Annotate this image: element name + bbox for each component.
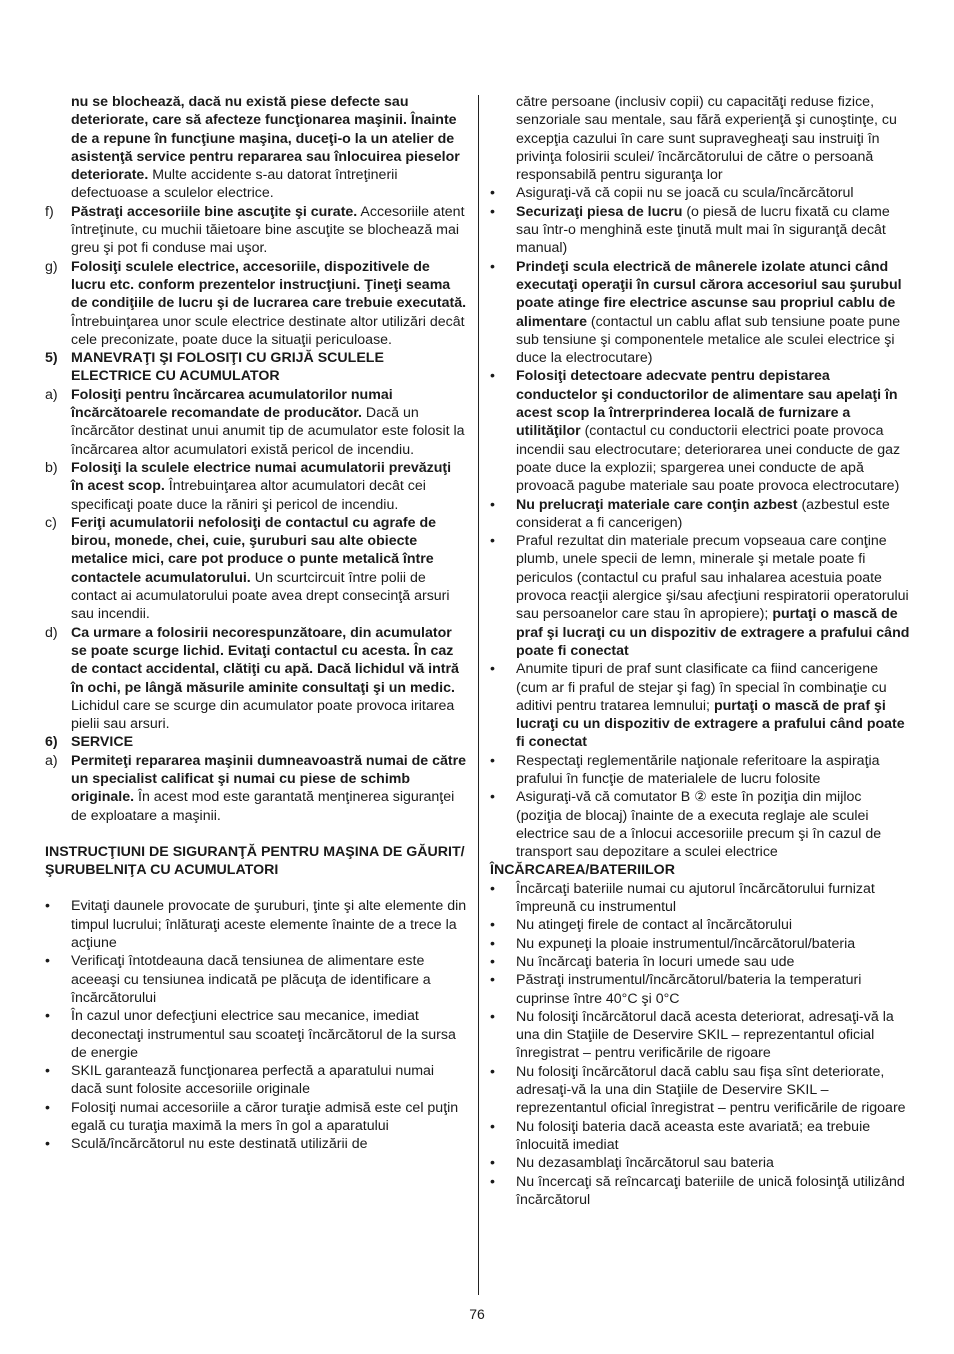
heading-text: ÎNCĂRCAREA/BATERIILOR bbox=[490, 862, 675, 879]
body-text: (o piesă de lucru fixată cu clame sau într-o menghină este ţinută mult mai în siguranţă decât manual) bbox=[516, 203, 890, 257]
bullet-mark: • bbox=[490, 203, 495, 220]
list-item bbox=[45, 897, 467, 952]
list-item bbox=[490, 1063, 910, 1118]
body-text: (contactul cu conductorii electrici poate provoca incendii sau electrocutare; deteriorarea unei conducte de gaz poate duce la explozii; spargerea unei conducte de apă provoacă pagube materiale sau poate provoca electrocutare) bbox=[516, 423, 901, 495]
section-5-title bbox=[45, 349, 467, 386]
item-marker: g) bbox=[45, 258, 58, 275]
item-marker: a) bbox=[45, 386, 58, 403]
list-item bbox=[490, 1154, 910, 1172]
bold-text: Păstraţi accesoriile bine ascuţite şi curate. bbox=[71, 203, 358, 220]
bold-text: Folosiţi sculele electrice, accesoriile, dispozitivele de lucru etc. conform prezentelor instrucţiuni. Ţineţi seama de condiţiile de lucru şi de lucrarea care trebuie executată. bbox=[71, 258, 467, 312]
bold-text: Permiteţi repararea maşinii dumneavoastră numai de către un specialist calificat şi numai cu piese de schimb originale. bbox=[71, 752, 467, 806]
bullet-mark: • bbox=[490, 1155, 495, 1172]
body-text: În acest mod este garantată menţinerea siguranţei de exploatare a maşinii. bbox=[71, 789, 455, 824]
bold-text: purtaţi o mască de praf şi lucraţi cu un dispozitiv de extragere a prafului când poate fi conectat bbox=[516, 606, 910, 659]
list-item bbox=[490, 935, 910, 953]
body-text: Încărcaţi bateriile numai cu ajutorul încărcătorului furnizat împreună cu instrumentul bbox=[516, 880, 875, 916]
body-text: (contactul un cablu aflat sub tensiune poate pune sub tensiune şi componentele metalice ale sculei electrice şi duce la electrocutare) bbox=[516, 313, 901, 367]
list-item bbox=[45, 1062, 467, 1099]
bullet-mark: • bbox=[490, 185, 495, 202]
item-marker: f) bbox=[45, 203, 54, 220]
section-heading bbox=[45, 843, 467, 880]
list-item bbox=[490, 971, 910, 1008]
bullet-mark: • bbox=[490, 1063, 495, 1080]
body-text: Lichidul care se scurge din acumulator poate provoca iritarea pielii sau arsuri. bbox=[71, 697, 455, 733]
item-marker: c) bbox=[45, 514, 57, 531]
body-text: Asiguraţi-vă că comutator B ② este în poziţia din mijloc (poziţia de blocaj) înainte de a executa reglaje ale sculei electrice sau de a înlocui accesoriile precum şi în cazul de transport sau depozitare a sculei electrice bbox=[516, 789, 882, 861]
body-text: Întrebuinţarea unor scule electrice destinate altor utilizări decât cele preconizate, poate duce la situaţii periculoase. bbox=[71, 313, 465, 348]
body-text: Verificaţi întotdeauna dacă tensiunea de alimentare este aceeaşi cu tensiunea indicată pe plăcuţa de identificare a încărcătorului bbox=[71, 953, 431, 1006]
body-text: Nu atingeţi firele de contact al încărcătorului bbox=[516, 917, 793, 934]
body-text: Nu folosiţi încărcătorul dacă acesta deteriorat, adresaţi-vă la una din Staţiile de Deservire SKIL – reprezentantul oficial înregistrat – pentru verificările de rigoare bbox=[516, 1008, 894, 1062]
body-text: Sculă/încărcătorul nu este destinată utilizării de bbox=[71, 1136, 368, 1153]
bold-text: Feriţi acumulatorii nefolosiţi de contactul cu agrafe de birou, monede, chei, cuie, şuruburi sau alte obiecte metalice mici, care pot produce o punte metalică între contactele acumulatorului. bbox=[71, 514, 437, 586]
continued-paragraph bbox=[45, 93, 467, 203]
bold-text: Securizaţi piesa de lucru bbox=[516, 203, 683, 220]
list-item bbox=[490, 1173, 910, 1210]
left-column bbox=[45, 93, 467, 1154]
bold-text: purtaţi o mască de praf şi lucraţi cu un dispozitiv de extragere a prafului când poate fi conectat bbox=[516, 697, 905, 751]
bullet-mark: • bbox=[490, 1173, 495, 1190]
list-item bbox=[490, 752, 910, 789]
item-5b bbox=[45, 459, 467, 514]
bold-text: nu se blochează, dacă nu există piese defecte sau deteriorate, care să afecteze funcţionarea maşinii. Înainte de a repune în funcţiune maşina, duceţi-o la un atelier de asistenţă service pentru repararea sau înlocuirea pieselor deteriorate. bbox=[71, 94, 460, 184]
bold-text: Ca urmare a folosirii necorespunzătoare, din acumulator se poate scurge lichid. Evitaţi contactul cu acesta. În caz de contact accidental, clătiţi cu apă. Dacă lichidul vă intră în ochi, pe lângă măsurile aminite consultaţi şi un medic. bbox=[71, 624, 459, 696]
body-text: Nu dezasamblaţi încărcătorul sau bateria bbox=[516, 1155, 774, 1172]
bold-text: Nu prelucraţi materiale care conţin azbest bbox=[516, 496, 798, 513]
body-text: Evitaţi daunele provocate de şuruburi, ţinte şi alte elemente din timpul lucrului; înlăturaţi aceste elemente înainte de a trece la acţiune bbox=[71, 898, 467, 952]
bullet-mark: • bbox=[490, 972, 495, 989]
heading-text: INSTRUCŢIUNI DE SIGURANŢĂ PENTRU MAŞINA DE GĂURIT/ŞURUBELNIŢA CU ACUMULATORI bbox=[45, 843, 465, 879]
body-text: Accesoriile atent întreţinute, cu muchii tăietoare bine ascuţite se blochează mai greu şi pot fi conduse mai uşor. bbox=[71, 203, 465, 257]
bullet-mark: • bbox=[490, 258, 495, 275]
item-f bbox=[45, 203, 467, 258]
list-item bbox=[490, 258, 910, 368]
list-item bbox=[45, 952, 467, 1007]
list-item bbox=[490, 184, 910, 202]
continued-paragraph: către persoane (inclusiv copii) cu capacităţi reduse fizice, senzoriale sau mentale, sau fără experienţă şi cunoştinţe, cu excepţia cazului în care sunt supravegheaţi sau instruiţi în privinţa folosirii sculei/ încărcătorului de către o persoană responsabilă pentru siguranţa lor bbox=[516, 94, 897, 184]
bullet-mark: • bbox=[45, 898, 50, 915]
section-number: 6) bbox=[45, 734, 58, 751]
section-title: MANEVRAŢI ŞI FOLOSIŢI CU GRIJĂ SCULELE ELECTRICE CU ACUMULATOR bbox=[71, 350, 384, 385]
body-text: Nu folosiţi bateria dacă aceasta este avariată; ea trebuie înlocuită imediat bbox=[516, 1118, 871, 1153]
right-column bbox=[490, 93, 910, 1209]
item-marker: a) bbox=[45, 752, 58, 769]
list-item bbox=[490, 788, 910, 861]
bullet-mark: • bbox=[490, 533, 495, 550]
item-marker: d) bbox=[45, 624, 58, 641]
body-text: Întrebuinţarea altor acumulatori decât cei specificaţi poate duce la răniri şi pericol de incendiu. bbox=[71, 478, 426, 513]
item-marker: b) bbox=[45, 459, 58, 476]
body-text: Praful rezultat din materiale precum vopseaua care conţine plumb, unele specii de lemn, minerale şi metale poate fi periculos (contactul cu praful sau inhalarea acestuia poate provoca reacţii alergice şi/sau afecţiuni respiratorii operatorului sau persoanelor care stau în apropiere); bbox=[516, 533, 909, 623]
bullet-mark: • bbox=[45, 953, 50, 970]
bullet-mark: • bbox=[490, 935, 495, 952]
bullet-mark: • bbox=[490, 368, 495, 385]
bullet-mark: • bbox=[45, 1099, 50, 1116]
list-item bbox=[490, 953, 910, 971]
body-text: Nu expuneţi la ploaie instrumentul/încărcătorul/bateria bbox=[516, 935, 856, 952]
list-item bbox=[490, 496, 910, 533]
section-heading bbox=[490, 861, 910, 879]
list-item bbox=[45, 1007, 467, 1062]
list-item bbox=[490, 660, 910, 751]
bullet-mark: • bbox=[45, 1008, 50, 1025]
body-text: Dacă un încărcător destinat unui anumit tip de acumulator este folosit la încărcarea altor acumulatori există pericol de incendiu. bbox=[71, 405, 465, 458]
section-title: SERVICE bbox=[71, 734, 134, 751]
list-item bbox=[490, 880, 910, 917]
body-text: (azbestul este considerat a fi cancerigen) bbox=[516, 496, 890, 531]
item-5a bbox=[45, 386, 467, 459]
list-item bbox=[490, 203, 910, 258]
section-number: 5) bbox=[45, 350, 58, 367]
body-text: Respectaţi reglementările naţionale referitoare la aspiraţia prafului în funcţie de materialele de lucru folosite bbox=[516, 752, 880, 787]
list-item bbox=[490, 367, 910, 495]
list-item bbox=[490, 1118, 910, 1155]
page-number: 76 bbox=[469, 1306, 485, 1322]
body-text: Asiguraţi-vă că copii nu se joacă cu scula/încărcătorul bbox=[516, 185, 854, 202]
list-item bbox=[45, 1135, 467, 1153]
body-text: SKIL garantează funcţionarea perfectă a aparatului numai dacă sunt folosite accesoriile originale bbox=[71, 1063, 435, 1098]
bullet-mark: • bbox=[45, 1136, 50, 1153]
bullet-mark: • bbox=[490, 953, 495, 970]
list-item bbox=[490, 532, 910, 660]
bold-text: Prindeţi scula electrică de mânerele izolate atunci când executaţi operaţii în cursul cărora accesoriul sau şurubul poate atinge fire electrice ascunse sau propriul cablu de alimentare bbox=[516, 258, 902, 330]
item-g bbox=[45, 258, 467, 349]
list-item bbox=[490, 1008, 910, 1063]
bullet-mark: • bbox=[45, 1063, 50, 1080]
bullet-mark: • bbox=[490, 917, 495, 934]
body-text: Folosiţi numai accesoriile a căror turaţie admisă este cel puţin egală cu turaţia maximă la mers în gol a aparatului bbox=[71, 1099, 459, 1135]
bold-text: Folosiţi pentru încărcarea acumulatorilor numai încărcătoarele recomandate de producător. bbox=[71, 386, 393, 422]
bullet-mark: • bbox=[490, 789, 495, 806]
bullet-mark: • bbox=[490, 752, 495, 769]
body-text: Nu încărcaţi bateria în locuri umede sau ude bbox=[516, 953, 795, 970]
list-item bbox=[45, 1099, 467, 1136]
item-6a bbox=[45, 752, 467, 825]
body-text: Un scurtcircuit între polii de contact ai acumulatorului poate avea drept consecinţă arsuri sau incendii. bbox=[71, 569, 450, 623]
bullet-mark: • bbox=[490, 661, 495, 678]
item-5d bbox=[45, 624, 467, 734]
bullet-mark: • bbox=[490, 496, 495, 513]
section-6-title bbox=[45, 733, 467, 751]
list-item bbox=[490, 916, 910, 934]
body-text: Multe accidente s-au datorat întreţinerii defectuoase a sculelor electrice. bbox=[71, 167, 398, 202]
body-text: Păstraţi instrumentul/încărcătorul/bateria la temperaturi cuprinse între 40°C şi 0°C bbox=[516, 972, 862, 1007]
body-text: Nu folosiţi încărcătorul dacă cablu sau fişa sînt deteriorate, adresaţi-vă la una din Staţiile de Deservire SKIL – reprezentantul oficial înregistrat – pentru verificările de rigoare bbox=[516, 1063, 906, 1117]
body-text: În cazul unor defecţiuni electrice sau mecanice, imediat deconectaţi instrumentul sau scoateţi încărcătorul de la sursa de energie bbox=[71, 1008, 456, 1061]
bold-text: Folosiţi detectoare adecvate pentru depistarea conductelor şi conductorilor de alimentare sau apelaţi în acest scop la întrerprinderea locală de furnizare a utilităţilor bbox=[516, 368, 898, 440]
item-5c bbox=[45, 514, 467, 624]
bullet-mark: • bbox=[490, 1008, 495, 1025]
column-divider bbox=[478, 95, 479, 1295]
body-text: Nu încercaţi să reîncarcaţi bateriile de unică folosinţă utilizând încărcătorul bbox=[516, 1173, 905, 1208]
bullet-mark: • bbox=[490, 1118, 495, 1135]
bullet-mark: • bbox=[490, 880, 495, 897]
bold-text: Folosiţi la sculele electrice numai acumulatorii prevăzuţi în acest scop. bbox=[71, 459, 452, 495]
body-text: Anumite tipuri de praf sunt clasificate ca fiind cancerigene (cum ar fi praful de stejar şi fag) în special în combinaţie cu aditivi pentru tratarea lemnului; bbox=[516, 661, 887, 714]
